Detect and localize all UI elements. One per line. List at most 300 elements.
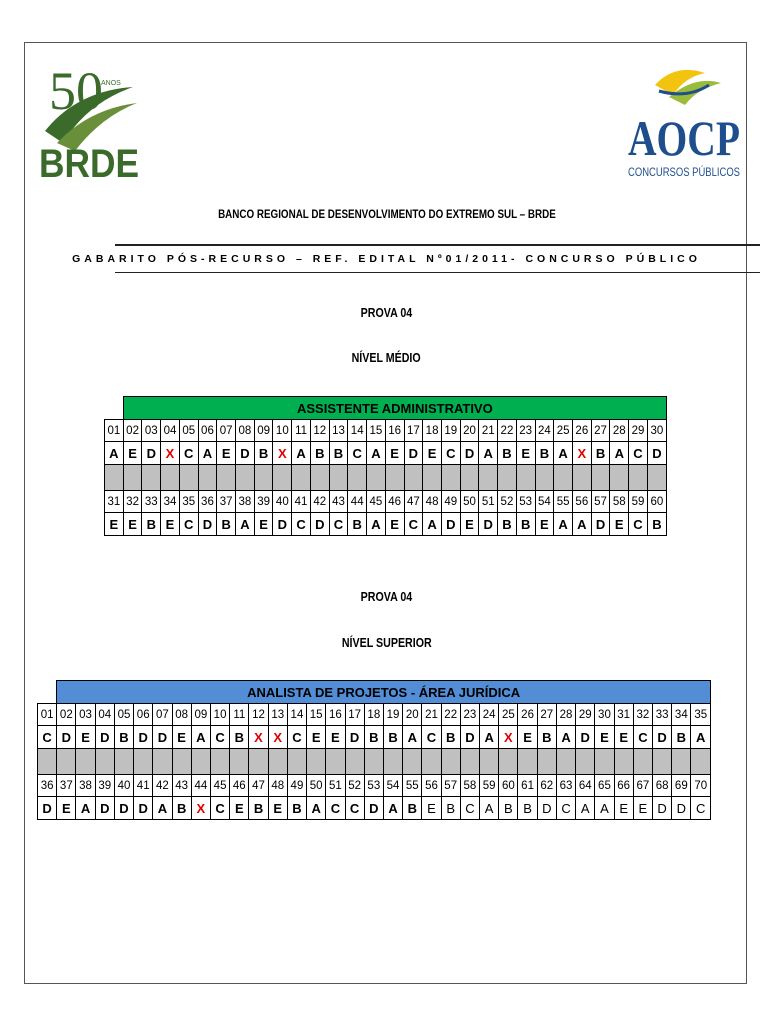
separator-cell: [292, 465, 311, 491]
institution-title: BANCO REGIONAL DE DESENVOLVIMENTO DO EXTREMO SUL – BRDE: [217, 207, 556, 221]
answer-cell: B: [518, 797, 537, 820]
separator-cell: [273, 465, 292, 491]
question-number-cell: 58: [610, 491, 629, 513]
answer-cell: B: [310, 442, 329, 465]
question-number-cell: 66: [614, 775, 633, 797]
question-number-cell: 34: [672, 704, 691, 726]
separator-cell: [326, 749, 345, 775]
answer-cell: X: [161, 442, 180, 465]
answer-cell: C: [348, 442, 367, 465]
separator-cell: [629, 465, 648, 491]
answer-cell: D: [310, 513, 329, 536]
answer-cell: D: [345, 726, 364, 749]
separator-cell: [142, 465, 161, 491]
answer-cell: C: [629, 513, 648, 536]
question-number-cell: 37: [57, 775, 76, 797]
question-number-cell: 41: [292, 491, 311, 513]
question-number-cell: 07: [217, 420, 236, 442]
answer-cell: X: [268, 726, 287, 749]
question-number-cell: 06: [134, 704, 153, 726]
separator-cell: [307, 749, 326, 775]
answer-cell: B: [142, 513, 161, 536]
question-number-cell: 08: [236, 420, 255, 442]
question-number-cell: 03: [142, 420, 161, 442]
answer-cell: E: [123, 513, 142, 536]
question-number-cell: 24: [480, 704, 499, 726]
answer-cell: E: [535, 513, 554, 536]
answer-cell: C: [404, 513, 423, 536]
answer-cell: C: [441, 442, 460, 465]
question-number-cell: 55: [554, 491, 573, 513]
question-number-cell: 43: [329, 491, 348, 513]
separator-cell: [254, 465, 273, 491]
answer-cell: B: [254, 442, 273, 465]
question-number-cell: 45: [367, 491, 386, 513]
question-number-cell: 50: [307, 775, 326, 797]
separator-cell: [441, 749, 460, 775]
answer-cell: D: [57, 726, 76, 749]
answer-cell: X: [273, 442, 292, 465]
answer-cell: A: [76, 797, 95, 820]
answer-cell: A: [105, 442, 124, 465]
question-number-cell: 54: [383, 775, 402, 797]
question-number-cell: 20: [460, 420, 479, 442]
logo-brde-text: BRDE: [39, 142, 139, 186]
answer-cell: A: [367, 442, 386, 465]
answer-cell: D: [653, 726, 672, 749]
answer-cell: D: [114, 797, 133, 820]
question-number-cell: 32: [633, 704, 652, 726]
answer-cell: E: [516, 442, 535, 465]
separator-cell: [614, 749, 633, 775]
separator-cell: [191, 749, 210, 775]
question-number-cell: 05: [179, 420, 198, 442]
question-number-cell: 29: [629, 420, 648, 442]
question-number-cell: 56: [422, 775, 441, 797]
question-number-cell: 45: [210, 775, 229, 797]
answer-cell: C: [633, 726, 652, 749]
answer-key-page: [24, 42, 770, 984]
answer-cell: B: [249, 797, 268, 820]
question-number-cell: 04: [95, 704, 114, 726]
answer-cell: E: [610, 513, 629, 536]
question-number-cell: 52: [345, 775, 364, 797]
question-number-cell: 17: [404, 420, 423, 442]
separator-cell: [95, 749, 114, 775]
separator-cell: [572, 465, 591, 491]
separator-cell: [217, 465, 236, 491]
answer-cell: C: [329, 513, 348, 536]
answer-cell: B: [230, 726, 249, 749]
answer-cell: D: [479, 513, 498, 536]
answer-cell: E: [230, 797, 249, 820]
question-number-cell: 35: [691, 704, 711, 726]
answer-cell: B: [537, 726, 556, 749]
answer-cell: A: [198, 442, 217, 465]
separator-cell: [479, 465, 498, 491]
answer-cell: C: [210, 726, 229, 749]
question-number-cell: 46: [230, 775, 249, 797]
answer-cell: E: [385, 513, 404, 536]
answer-cell: B: [348, 513, 367, 536]
question-number-cell: 18: [423, 420, 442, 442]
separator-cell: [134, 749, 153, 775]
answer-cell: A: [191, 726, 210, 749]
answer-cell: E: [217, 442, 236, 465]
answer-cell: E: [614, 726, 633, 749]
answer-cell: D: [537, 797, 556, 820]
question-number-cell: 69: [672, 775, 691, 797]
answer-cell: C: [287, 726, 306, 749]
separator-cell: [554, 465, 573, 491]
answer-cell: A: [236, 513, 255, 536]
answer-cell: D: [142, 442, 161, 465]
separator-cell: [249, 749, 268, 775]
answer-cell: B: [591, 442, 610, 465]
question-number-cell: 11: [230, 704, 249, 726]
question-number-cell: 35: [179, 491, 198, 513]
separator-cell: [404, 465, 423, 491]
section1-prova: PROVA 04: [360, 305, 413, 320]
answer-cell: B: [498, 513, 517, 536]
question-number-cell: 27: [591, 420, 610, 442]
answer-cell: B: [672, 726, 691, 749]
question-number-cell: 38: [76, 775, 95, 797]
question-number-cell: 48: [268, 775, 287, 797]
answer-cell: B: [383, 726, 402, 749]
separator-cell: [535, 465, 554, 491]
separator-cell: [230, 749, 249, 775]
question-number-cell: 51: [326, 775, 345, 797]
answer-cell: D: [95, 726, 114, 749]
answer-cell: D: [591, 513, 610, 536]
question-number-cell: 56: [572, 491, 591, 513]
logo-anos-text: ANOS: [101, 80, 121, 87]
question-number-cell: 42: [310, 491, 329, 513]
question-number-cell: 64: [576, 775, 595, 797]
question-number-cell: 12: [249, 704, 268, 726]
question-number-cell: 10: [210, 704, 229, 726]
question-number-cell: 39: [95, 775, 114, 797]
separator-cell: [498, 465, 517, 491]
question-number-cell: 13: [268, 704, 287, 726]
separator-cell: [161, 465, 180, 491]
question-number-cell: 47: [249, 775, 268, 797]
question-number-cell: 25: [499, 704, 518, 726]
question-number-cell: 01: [38, 704, 57, 726]
answer-cell: E: [423, 442, 442, 465]
answer-cell: C: [292, 513, 311, 536]
separator-cell: [198, 465, 217, 491]
question-number-cell: 25: [554, 420, 573, 442]
separator-cell: [591, 465, 610, 491]
question-number-cell: 31: [105, 491, 124, 513]
question-number-cell: 33: [142, 491, 161, 513]
question-number-cell: 18: [364, 704, 383, 726]
separator-cell: [691, 749, 711, 775]
question-number-cell: 12: [310, 420, 329, 442]
question-number-cell: 42: [153, 775, 172, 797]
separator-cell: [385, 465, 404, 491]
question-number-cell: 15: [307, 704, 326, 726]
answer-cell: E: [268, 797, 287, 820]
answer-cell: C: [556, 797, 575, 820]
answer-cell: D: [576, 726, 595, 749]
separator-cell: [114, 749, 133, 775]
answer-cell: D: [653, 797, 672, 820]
answer-cell: A: [292, 442, 311, 465]
answer-cell: E: [161, 513, 180, 536]
question-number-cell: 68: [653, 775, 672, 797]
question-number-cell: 05: [114, 704, 133, 726]
question-number-cell: 60: [647, 491, 666, 513]
separator-cell: [518, 749, 537, 775]
answer-cell: X: [191, 797, 210, 820]
question-number-cell: 41: [134, 775, 153, 797]
answer-cell: A: [367, 513, 386, 536]
separator-cell: [236, 465, 255, 491]
answer-cell: X: [249, 726, 268, 749]
question-number-cell: 47: [404, 491, 423, 513]
question-number-cell: 16: [385, 420, 404, 442]
answer-cell: D: [647, 442, 666, 465]
aocp-logo: [625, 55, 770, 180]
separator-cell: [516, 465, 535, 491]
question-number-cell: 17: [345, 704, 364, 726]
answer-cell: E: [460, 513, 479, 536]
answer-cell: C: [179, 442, 198, 465]
section2-prova: PROVA 04: [360, 589, 413, 604]
question-number-cell: 10: [273, 420, 292, 442]
answer-cell: A: [403, 726, 422, 749]
separator-cell: [595, 749, 614, 775]
answer-cell: C: [691, 797, 711, 820]
question-number-cell: 24: [535, 420, 554, 442]
answer-cell: D: [153, 726, 172, 749]
header-rule-top: [115, 244, 760, 246]
question-number-cell: 33: [653, 704, 672, 726]
answer-cell: D: [134, 726, 153, 749]
answer-cell: A: [691, 726, 711, 749]
separator-cell: [38, 749, 57, 775]
answer-cell: B: [499, 797, 518, 820]
header-rule-bottom: [115, 272, 760, 273]
separator-cell: [403, 749, 422, 775]
question-number-cell: 02: [57, 704, 76, 726]
question-number-cell: 43: [172, 775, 191, 797]
question-number-cell: 22: [498, 420, 517, 442]
answer-cell: E: [307, 726, 326, 749]
question-number-cell: 57: [591, 491, 610, 513]
answer-cell: E: [57, 797, 76, 820]
answer-cell: D: [198, 513, 217, 536]
answer-cell: C: [38, 726, 57, 749]
answer-cell: B: [441, 797, 460, 820]
separator-cell: [480, 749, 499, 775]
question-number-cell: 04: [161, 420, 180, 442]
question-number-cell: 46: [385, 491, 404, 513]
header-subtitle: GABARITO PÓS-RECURSO – REF. EDITAL Nº01/2011- CONCURSO PÚBLICO: [72, 253, 701, 265]
question-number-cell: 30: [647, 420, 666, 442]
separator-cell: [499, 749, 518, 775]
answer-cell: B: [498, 442, 517, 465]
separator-cell: [364, 749, 383, 775]
answer-cell: E: [172, 726, 191, 749]
answer-cell: B: [441, 726, 460, 749]
question-number-cell: 06: [198, 420, 217, 442]
answer-cell: C: [422, 726, 441, 749]
answer-cell: E: [518, 726, 537, 749]
answer-cell: A: [556, 726, 575, 749]
question-number-cell: 36: [38, 775, 57, 797]
question-number-cell: 28: [610, 420, 629, 442]
question-number-cell: 62: [537, 775, 556, 797]
separator-cell: [348, 465, 367, 491]
answer-cell: C: [460, 797, 479, 820]
answer-cell: E: [385, 442, 404, 465]
question-number-cell: 01: [105, 420, 124, 442]
question-number-cell: 09: [254, 420, 273, 442]
question-number-cell: 57: [441, 775, 460, 797]
question-number-cell: 14: [348, 420, 367, 442]
question-number-cell: 34: [161, 491, 180, 513]
question-number-cell: 36: [198, 491, 217, 513]
question-number-cell: 29: [576, 704, 595, 726]
question-number-cell: 11: [292, 420, 311, 442]
question-number-cell: 65: [595, 775, 614, 797]
answer-cell: D: [273, 513, 292, 536]
answer-cell: D: [441, 513, 460, 536]
question-number-cell: 19: [441, 420, 460, 442]
answer-cell: E: [633, 797, 652, 820]
logo-anniversary-number: 50: [49, 61, 103, 121]
answer-cell: D: [460, 442, 479, 465]
answer-cell: A: [576, 797, 595, 820]
question-number-cell: 21: [422, 704, 441, 726]
question-number-cell: 14: [287, 704, 306, 726]
question-number-cell: 49: [441, 491, 460, 513]
answer-cell: A: [572, 513, 591, 536]
answer-cell: D: [134, 797, 153, 820]
question-number-cell: 26: [572, 420, 591, 442]
answer-cell: A: [480, 726, 499, 749]
separator-cell: [57, 749, 76, 775]
answer-cell: B: [647, 513, 666, 536]
question-number-cell: 37: [217, 491, 236, 513]
separator-cell: [210, 749, 229, 775]
question-number-cell: 61: [518, 775, 537, 797]
question-number-cell: 26: [518, 704, 537, 726]
answer-cell: E: [595, 726, 614, 749]
question-number-cell: 67: [633, 775, 652, 797]
separator-cell: [460, 465, 479, 491]
answer-cell: E: [254, 513, 273, 536]
section2-nivel: NÍVEL SUPERIOR: [341, 635, 432, 650]
question-number-cell: 30: [595, 704, 614, 726]
logo-aocp-text: AOCP: [628, 110, 740, 166]
question-number-cell: 15: [367, 420, 386, 442]
separator-cell: [153, 749, 172, 775]
question-number-cell: 22: [441, 704, 460, 726]
answer-cell: D: [236, 442, 255, 465]
separator-cell: [345, 749, 364, 775]
question-number-cell: 40: [114, 775, 133, 797]
answer-cell: E: [123, 442, 142, 465]
question-number-cell: 08: [172, 704, 191, 726]
answer-cell: B: [114, 726, 133, 749]
question-number-cell: 13: [329, 420, 348, 442]
question-number-cell: 32: [123, 491, 142, 513]
cargo-header: ANALISTA DE PROJETOS - ÁREA JURÍDICA: [57, 681, 711, 704]
answer-cell: B: [535, 442, 554, 465]
question-number-cell: 44: [191, 775, 210, 797]
question-number-cell: 58: [460, 775, 479, 797]
answer-cell: B: [364, 726, 383, 749]
question-number-cell: 50: [460, 491, 479, 513]
question-number-cell: 07: [153, 704, 172, 726]
separator-cell: [556, 749, 575, 775]
question-number-cell: 44: [348, 491, 367, 513]
question-number-cell: 20: [403, 704, 422, 726]
answer-cell: A: [480, 797, 499, 820]
section1-nivel: NÍVEL MÉDIO: [351, 350, 422, 365]
answer-cell: C: [629, 442, 648, 465]
answer-cell: E: [422, 797, 441, 820]
question-number-cell: 55: [403, 775, 422, 797]
question-number-cell: 38: [236, 491, 255, 513]
answer-cell: C: [179, 513, 198, 536]
answer-cell: D: [364, 797, 383, 820]
logo-aocp-tagline: CONCURSOS PÚBLICOS: [628, 165, 770, 179]
separator-cell: [287, 749, 306, 775]
separator-cell: [647, 465, 666, 491]
answer-cell: X: [499, 726, 518, 749]
question-number-cell: 16: [326, 704, 345, 726]
question-number-cell: 23: [460, 704, 479, 726]
question-number-cell: 59: [629, 491, 648, 513]
answer-cell: A: [153, 797, 172, 820]
question-number-cell: 49: [287, 775, 306, 797]
answer-cell: A: [595, 797, 614, 820]
answer-cell: E: [614, 797, 633, 820]
answer-cell: C: [345, 797, 364, 820]
separator-cell: [123, 465, 142, 491]
separator-cell: [367, 465, 386, 491]
separator-cell: [172, 749, 191, 775]
separator-cell: [268, 749, 287, 775]
separator-cell: [179, 465, 198, 491]
answer-cell: B: [516, 513, 535, 536]
question-number-cell: 70: [691, 775, 711, 797]
separator-cell: [576, 749, 595, 775]
answer-table-superior: [37, 680, 711, 820]
question-number-cell: 03: [76, 704, 95, 726]
answer-cell: B: [172, 797, 191, 820]
separator-cell: [460, 749, 479, 775]
separator-cell: [422, 749, 441, 775]
question-number-cell: 51: [479, 491, 498, 513]
separator-cell: [105, 465, 124, 491]
separator-cell: [423, 465, 442, 491]
answer-cell: B: [403, 797, 422, 820]
question-number-cell: 23: [516, 420, 535, 442]
answer-cell: D: [672, 797, 691, 820]
answer-cell: X: [572, 442, 591, 465]
question-number-cell: 21: [479, 420, 498, 442]
question-number-cell: 02: [123, 420, 142, 442]
answer-cell: B: [287, 797, 306, 820]
question-number-cell: 52: [498, 491, 517, 513]
